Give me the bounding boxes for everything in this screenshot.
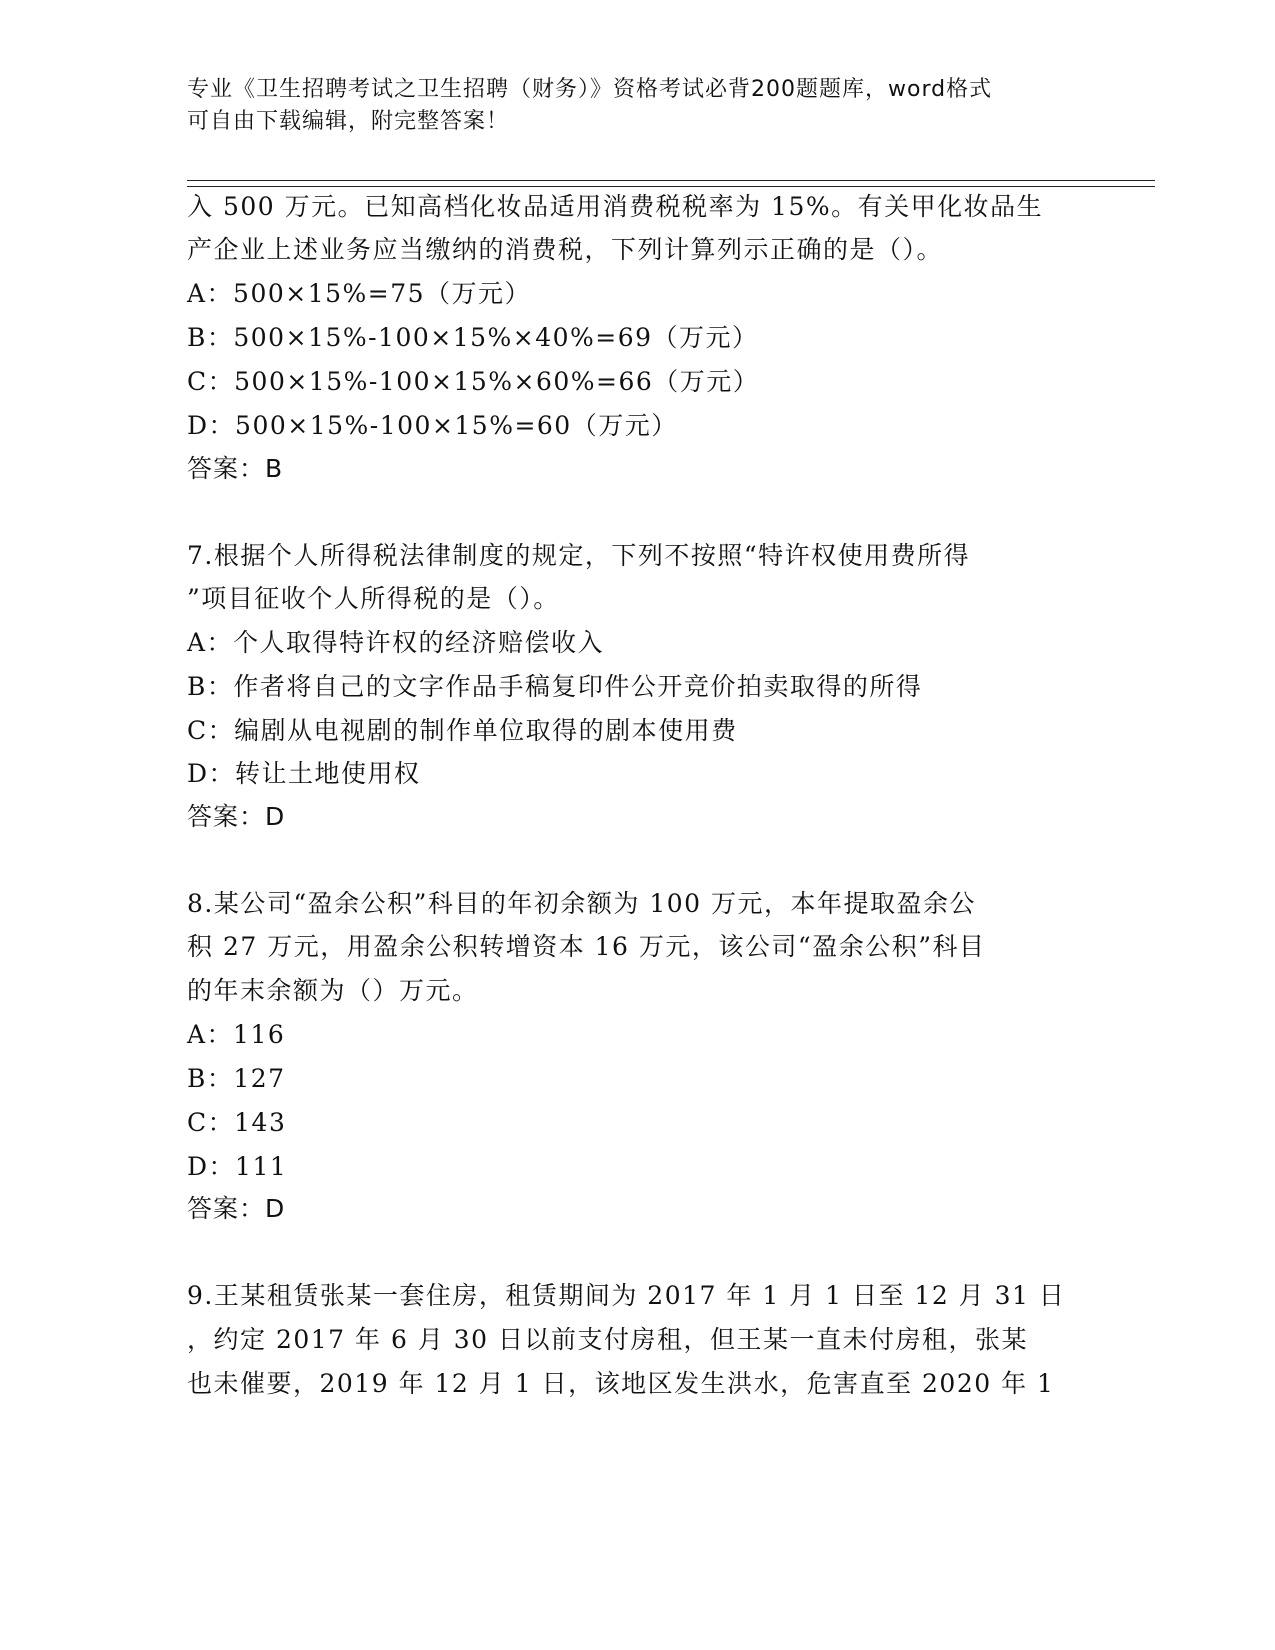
q8-option-d: D：111 (187, 1152, 288, 1181)
q6-option-b: B：500×15%-100×15%×40%=69（万元） (187, 323, 759, 352)
document-header (187, 74, 1087, 138)
q6-option-c: C：500×15%-100×15%×60%=66（万元） (187, 367, 760, 396)
q8-answer: 答案：D (187, 1194, 286, 1223)
q6-stem-line-1: 入 500 万元。已知高档化妆品适用消费税税率为 15%。有关甲化妆品生 (187, 192, 1044, 221)
q8-option-b: B：127 (187, 1064, 286, 1093)
q9-stem-line-2: ，约定 2017 年 6 月 30 日以前支付房租，但王某一直未付房租，张某 (187, 1325, 1029, 1354)
q8-stem-line-2: 积 27 万元，用盈余公积转增资本 16 万元，该公司“盈余公积”科目 (187, 932, 986, 961)
q8-stem-line-1: 8.某公司“盈余公积”科目的年初余额为 100 万元，本年提取盈余公 (187, 889, 977, 918)
q9-stem-line-3: 也未催要，2019 年 12 月 1 日，该地区发生洪水，危害直至 2020 年 1 (187, 1369, 1055, 1398)
q6-option-d: D：500×15%-100×15%=60（万元） (187, 411, 678, 440)
header-title-line-1: 专业《卫生招聘考试之卫生招聘（财务）》资格考试必背200题题库，word格式 (187, 77, 993, 102)
q8-stem-line-3: 的年末余额为（）万元。 (187, 976, 479, 1005)
q6-option-a: A：500×15%=75（万元） (187, 279, 532, 308)
q8-option-c: C：143 (187, 1108, 287, 1137)
q9-stem-line-1: 9.王某租赁张某一套住房，租赁期间为 2017 年 1 月 1 日至 12 月 31 日 (187, 1281, 1066, 1310)
q7-option-a: A：个人取得特许权的经济赔偿收入 (187, 628, 605, 657)
q8-option-a: A：116 (187, 1020, 286, 1049)
header-divider-top (187, 180, 1155, 181)
q7-answer: 答案：D (187, 802, 286, 831)
q7-stem-line-1: 7.根据个人所得税法律制度的规定，下列不按照“特许权使用费所得 (187, 541, 971, 570)
q7-option-b: B：作者将自己的文字作品手稿复印件公开竞价拍卖取得的所得 (187, 672, 923, 701)
q7-option-c: C：编剧从电视剧的制作单位取得的剧本使用费 (187, 716, 738, 745)
q7-option-d: D：转让土地使用权 (187, 759, 421, 788)
header-title-line-2: 可自由下载编辑，附完整答案！ (187, 109, 510, 134)
q6-stem-line-2: 产企业上述业务应当缴纳的消费税，下列计算列示正确的是（）。 (187, 235, 944, 264)
q7-stem-line-2: ”项目征收个人所得税的是（）。 (187, 584, 560, 613)
q6-answer: 答案：B (187, 454, 284, 483)
